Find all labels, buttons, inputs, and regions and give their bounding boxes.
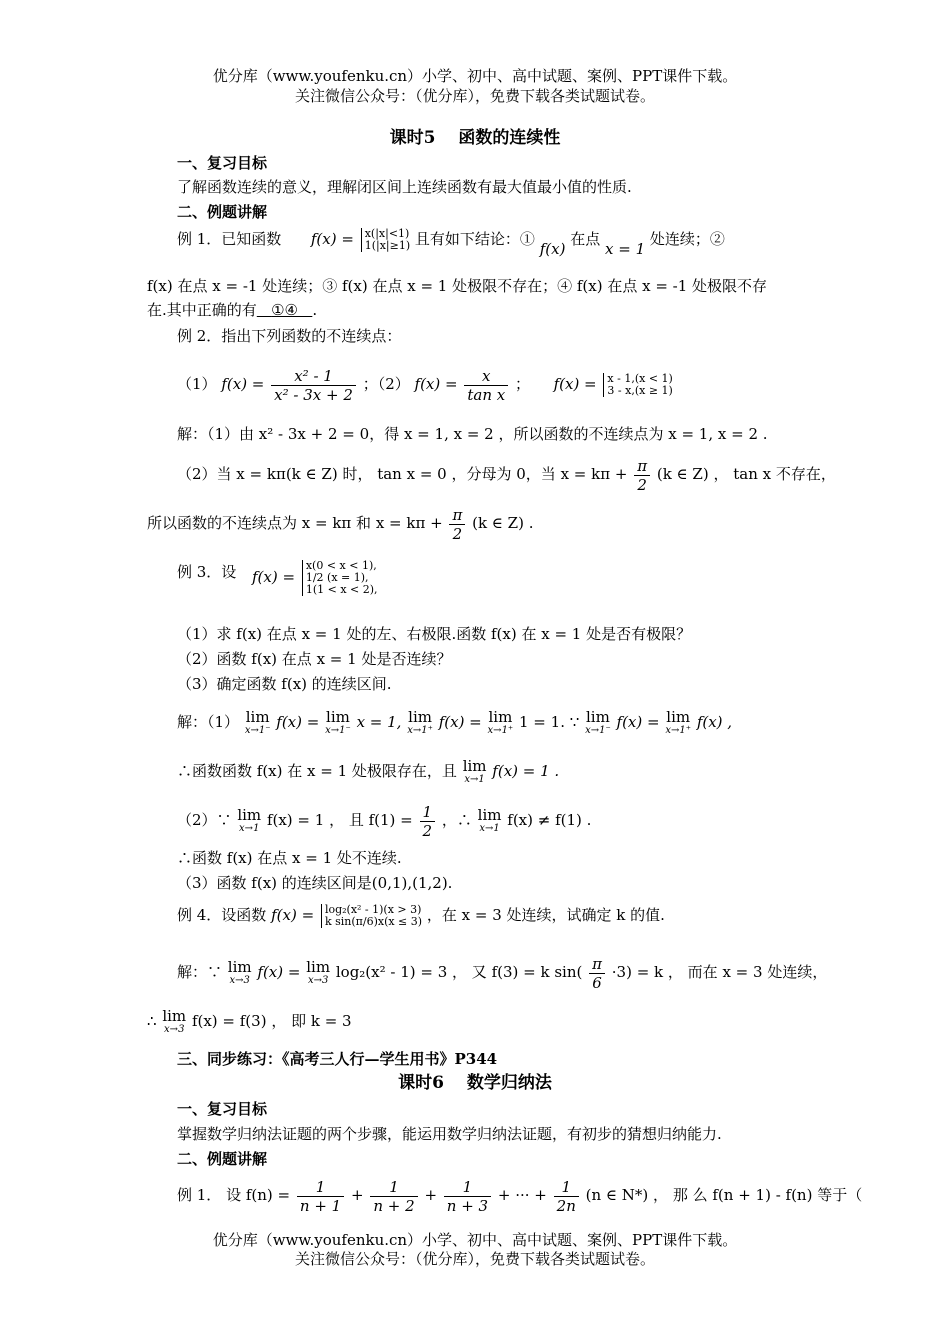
section-review-goals: 一、复习目标 [177,154,268,172]
example2-solution-2: （2）当 x = kπ(k ∈ Z) 时， tan x = 0 ，分母为 0，当 x = kπ + $\frac{\pi}{2}$ (k ∈ Z) ， tan x 不存在， [177,456,836,494]
footer-line-2: 关注微信公众号：（优分库），免费下载各类试题试卷。 [294,1250,655,1268]
review-goal-text: 了解函数连续的意义，理解闭区间上连续函数有最大值最小值的性质. [177,178,632,196]
example4-solution-1: 解：∵ lim x→3 f(x) = lim x→3 log₂(x² - 1) = 3 ， 又 f(3) = k sin( $\frac{\pi}{6}$ ·3) = k ， 而在 x = 3 处连续， [177,954,828,992]
example1-answer-blank: ①④ [271,301,298,319]
example1-line3: 在.其中正确的有 ①④ . [147,301,318,319]
example4-solution-2: ∴ lim x→3 f(x) = f(3) ， 即 k = 3 [147,1007,352,1035]
example2-f2-fraction: $\frac{x}{\text{tan x}}$ [464,367,508,404]
example3-solution-1: 解：（1） lim x→1⁻ f(x) = lim x→1⁻ x = 1, lim x→1⁺ f(x) = lim x→1⁺ 1 = 1. ∵ lim x→1⁻ f(x) = lim x→1⁺ f(x) , [177,708,733,736]
lesson6-section-examples: 二、例题讲解 [177,1150,268,1168]
example4-piecewise: log₂(x² - 1)(x > 3) k sin(π/6)x(x ≤ 3) [321,904,422,928]
example2-functions: （1） f(x) = $\frac{\text{x² - 1}}{\text{x² - 3x + 2}}$ ；（2） f(x) = $\frac{x}{\text{tan x}}$ ； f(x) = x - 1,(x < 1) 3 - x,(x ≥ 1) [177,366,673,404]
example1-piecewise: x(|x|<1) 1(|x|≥1) [361,228,410,252]
example3-piecewise: x(0 < x < 1), 1/2 (x = 1), 1(1 < x < 2), [302,560,378,596]
example1-line2: f(x) 在点 x = -1 处连续；③ f(x) 在点 x = 1 处极限不存在；④ f(x) 在点 x = -1 处极限不存 [147,277,768,295]
example2-intro: 例 2．指出下列函数的不连续点： [177,327,402,345]
example1-line1: 例 1．已知函数 f(x) = x(|x|<1) 1(|x|≥1) 且有如下结论：① f(x) 在点 x = 1 处连续；② [177,227,725,258]
example3-solution-2: ∴函数函数 f(x) 在 x = 1 处极限存在，且 lim x→1 f(x) = 1 . [177,757,560,785]
lesson6-section-review-goals: 一、复习目标 [177,1100,268,1118]
example3-question-2: （2）函数 f(x) 在点 x = 1 处是否连续？ [177,650,452,668]
example4-statement: 例 4．设函数 f(x) = log₂(x² - 1)(x > 3) k sin(π/6)x(x ≤ 3) ，在 x = 3 处连续，试确定 k 的值. [177,903,665,928]
example2-f1-fraction: $\frac{\text{x² - 1}}{\text{x² - 3x + 2}}$ [271,367,356,404]
example3-solution-5: （3）函数 f(x) 的连续区间是(0,1),(1,2). [177,874,453,892]
example2-solution-1: 解：（1）由 x² - 3x + 2 = 0，得 x = 1, x = 2 ，所以函数的不连续点为 x = 1, x = 2 . [177,425,768,443]
example2-solution-3: 所以函数的不连续点为 x = kπ 和 x = kπ + $\frac{\pi}{2}$ (k ∈ Z) . [147,505,534,543]
example1-func-lhs: f(x) = [310,230,354,248]
section-examples: 二、例题讲解 [177,203,268,221]
example3-definition: f(x) = x(0 < x < 1), 1/2 (x = 1), 1(1 < x < 2), [252,559,378,596]
section-practice: 三、同步练习：《高考三人行—学生用书》P344 [177,1050,498,1068]
header-line-1: 优分库（www.youfenku.cn）小学、初中、高中试题、案例、PPT课件下载。 [212,67,738,85]
example3-question-3: （3）确定函数 f(x) 的连续区间. [177,675,392,693]
lesson6-review-goal-text: 掌握数学归纳法证题的两个步骤，能运用数学归纳法证题，有初步的猜想归纳能力. [177,1125,722,1143]
example3-question-1: （1）求 f(x) 在点 x = 1 处的左、右极限.函数 f(x) 在 x = 1 处是否有极限？ [177,625,692,643]
header-line-2: 关注微信公众号：（优分库），免费下载各类试题试卷。 [294,87,655,105]
lesson5-title: 课时5 函数的连续性 [389,128,561,148]
example3-solution-4: ∴函数 f(x) 在点 x = 1 处不连续. [177,849,402,867]
lesson6-example1: 例 1． 设 f(n) = $\frac{1}{n + 1}$ + $\frac{1}{n + 2}$ + $\frac{1}{n + 3}$ + ··· + $\frac{1}{2n}$ (n ∈ N*) ， 那 么 f(n + 1) - f(n) 等于（ [177,1177,863,1215]
example2-f3-piecewise: x - 1,(x < 1) 3 - x,(x ≥ 1) [603,373,672,397]
example3-label: 例 3．设 [177,563,237,581]
lesson6-title: 课时6 数学归纳法 [398,1073,552,1093]
example3-solution-3: （2）∵ lim x→1 f(x) = 1 ， 且 f(1) = $\frac{1}{2}$ ，∴ lim x→1 f(x) ≠ f(1) . [177,802,592,840]
footer-line-1: 优分库（www.youfenku.cn）小学、初中、高中试题、案例、PPT课件下载。 [212,1231,738,1249]
